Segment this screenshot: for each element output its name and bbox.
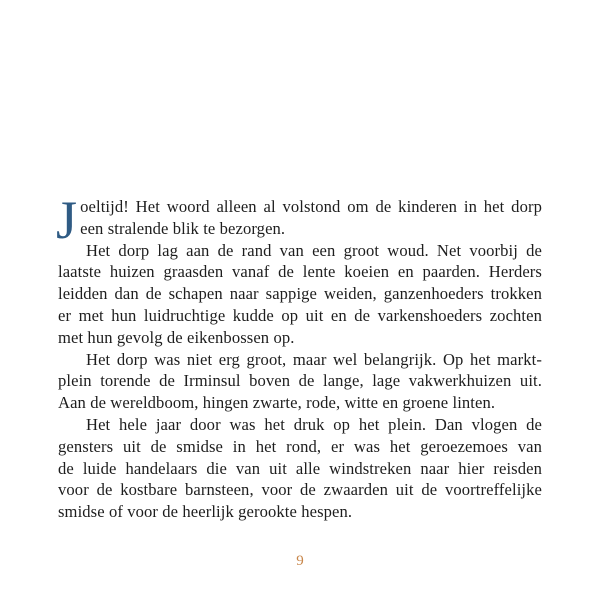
page-number: 9	[296, 553, 304, 569]
text-line: met hun gevolg de eikenbossen op.	[58, 327, 295, 347]
text-line: leidden dan de schapen naar sappige weiden, ganzenhoeders trokken	[58, 284, 542, 304]
paragraph-4	[58, 414, 542, 523]
text-line: laatste huizen graasden vanaf de lente koeien en paarden. Herders	[58, 262, 542, 282]
text-line: de luide handelaars die van uit alle windstreken naar hier reisden	[58, 458, 542, 478]
text-line: voor de kostbare barnsteen, voor de zwaarden uit de voortreffelijke	[58, 480, 542, 500]
text-line: Het dorp was niet erg groot, maar wel belangrijk. Op het markt-	[86, 349, 542, 369]
text-line: plein torende de Irminsul boven de lange, lage vakwerkhuizen uit.	[58, 371, 542, 391]
text-line: er met hun luidruchtige kudde op uit en de varkenshoeders zochten	[58, 305, 542, 325]
text-line: een stralende blik te bezorgen.	[80, 218, 286, 238]
paragraph-2	[58, 240, 542, 349]
text-line: Aan de wereldboom, hingen zwarte, rode, witte en groene linten.	[58, 393, 496, 413]
drop-cap-letter: J	[56, 190, 78, 250]
page-body-text	[56, 190, 542, 523]
text-line: gensters uit de smidse in het rond, er was het geroezemoes van	[58, 436, 542, 456]
paragraph-3	[58, 349, 542, 414]
text-line: oeltijd! Het woord alleen al volstond om de kinderen in het dorp	[80, 197, 542, 216]
text-line: Het dorp lag aan de rand van een groot woud. Net voorbij de	[86, 240, 542, 260]
text-line: Het hele jaar door was het druk op het plein. Dan vlogen de	[86, 414, 542, 434]
text-line: smidse of voor de heerlijk gerookte hespen.	[58, 502, 353, 522]
